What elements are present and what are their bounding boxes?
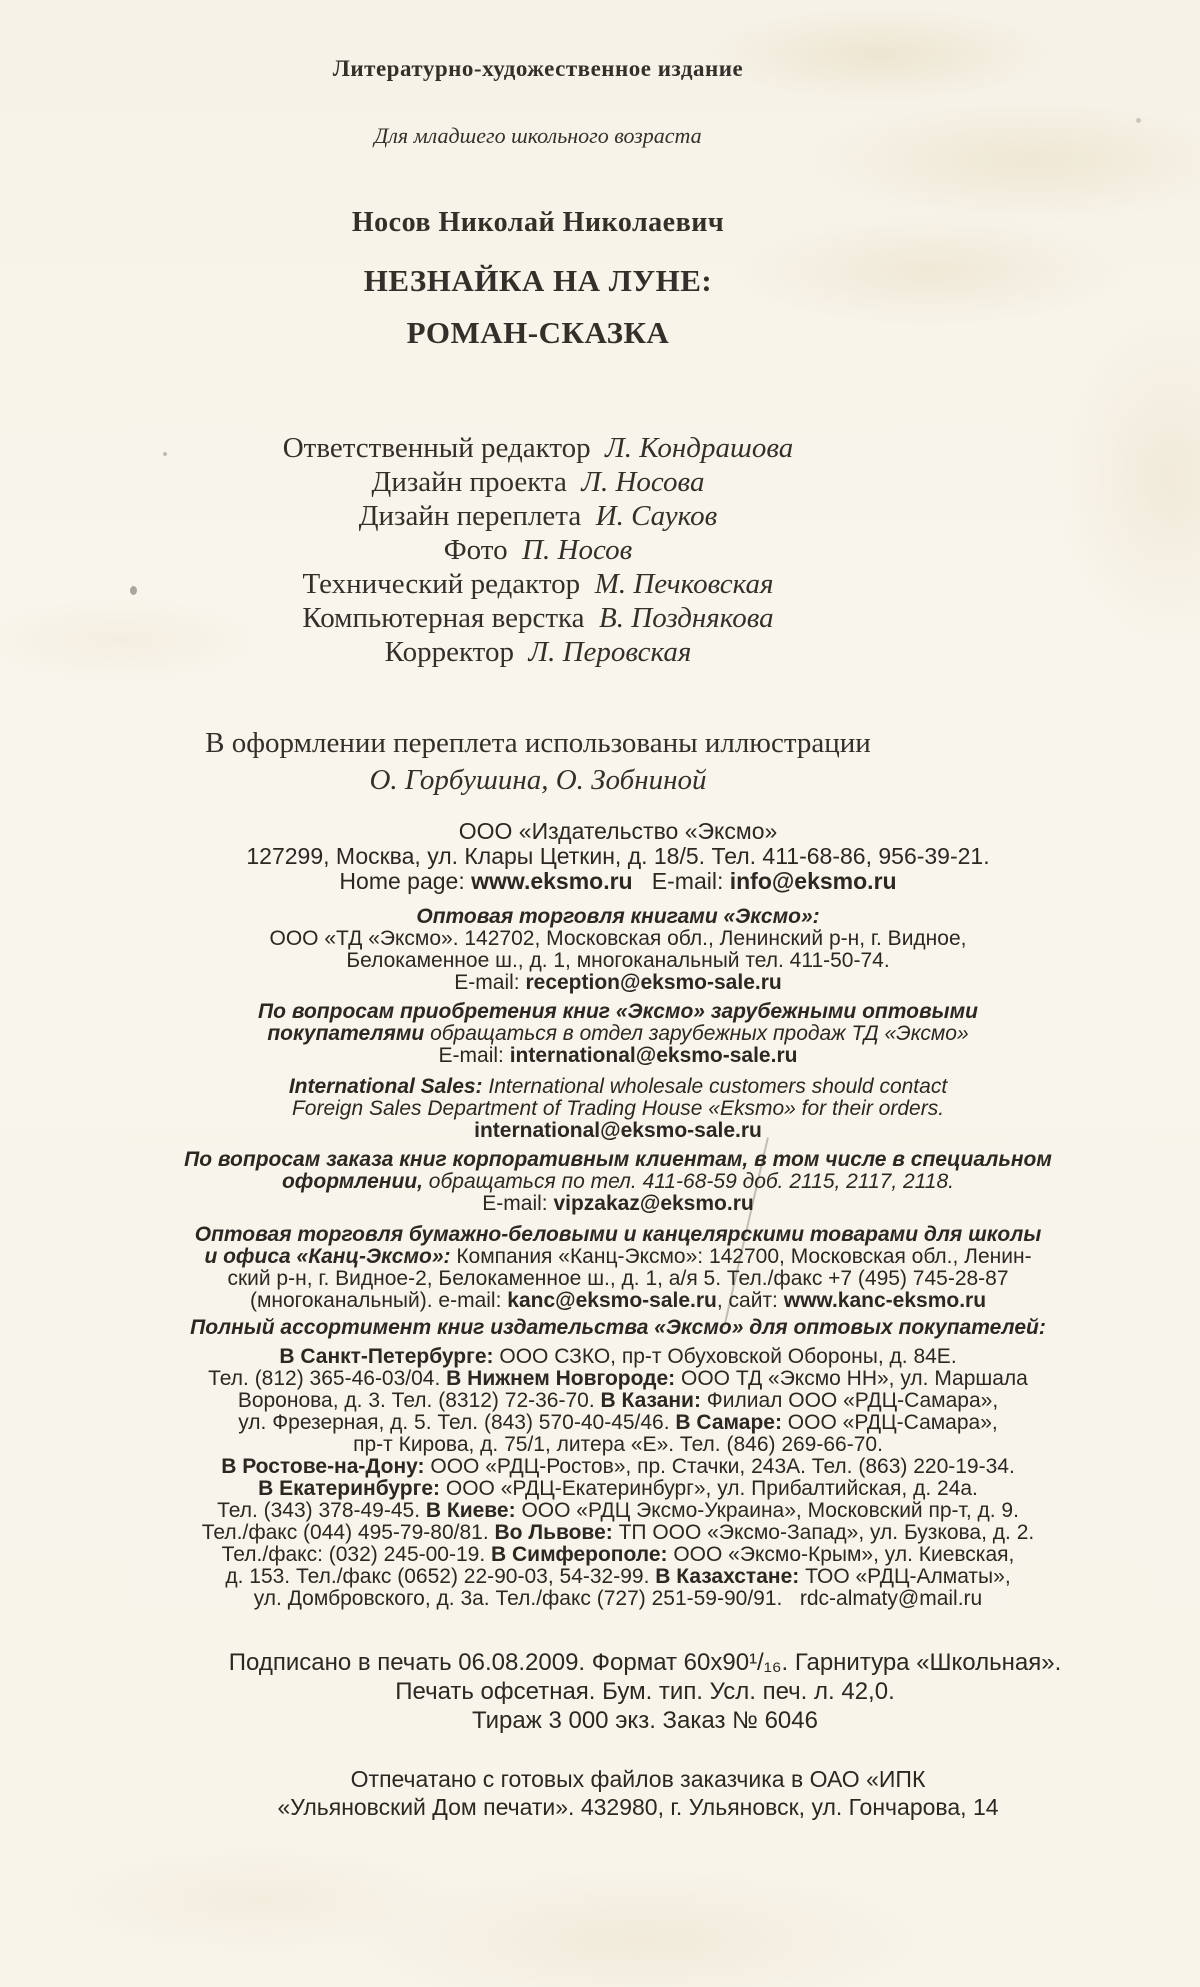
text-line [18,1193,1200,1215]
text-line [18,1412,1200,1434]
text-line [45,1677,1200,1706]
text-segment: Подписано в печать 06.08.2009. Формат 60х90¹/₁₆. Гарнитура «Школьная». [228,1649,1062,1676]
text-segment: Воронова, д. 3. Тел. (8312) 72-36-70. [237,1389,601,1412]
book-title-line1: НЕЗНАЙКА НА ЛУНЕ: [363,263,713,298]
text-segment: ООО ТД «Эксмо НН», ул. Маршала [681,1367,1028,1390]
text-segment: ООО «Эксмо-Крым», ул. Киевская, [673,1543,1015,1566]
text-segment: , сайт: [716,1289,784,1312]
text-segment: E-mail: [438,1044,510,1067]
credit-name: М. Печковская [594,568,774,600]
text-segment: kanc@eksmo-sale.ru [507,1289,717,1312]
text-segment: В Казани: [600,1389,707,1412]
credit-line [0,533,1138,567]
publisher-info-block [18,819,1200,1821]
text-segment: д. 153. Тел./факс (0652) 22-90-03, 54-32-99. [225,1565,656,1588]
corporate-orders-section [18,1149,1200,1215]
credit-role: Дизайн проекта [371,466,582,498]
author-name: Носов Николай Николаевич [351,207,725,238]
credit-line [0,499,1138,533]
edition-note: Литературно-художественное издание [332,56,744,81]
text-line [18,1500,1200,1522]
text-segment: ООО «РДЦ-Ростов», пр. Стачки, 243А. Тел. (863) 220-19-34. [430,1455,1015,1478]
book-title [0,255,1138,359]
text-line [18,972,1200,994]
credit-line [0,601,1138,635]
book-title-line2: РОМАН-СКАЗКА [406,315,670,350]
text-segment: www.eksmo.ru [471,868,633,894]
text-segment: Тираж 3 000 экз. Заказ № 6046 [472,1707,818,1734]
text-line [18,1390,1200,1412]
text-line [18,1566,1200,1588]
text-segment: www.kanc-eksmo.ru [783,1289,987,1312]
credit-line [0,465,1138,499]
age-note: Для младшего школьного возраста [374,123,702,148]
text-segment: Филиал ООО «РДЦ-Самара», [706,1389,999,1412]
credits-list [0,431,1138,669]
text-segment: ул. Фрезерная, д. 5. Тел. (843) 570-40-45/46. [238,1411,676,1434]
text-segment: покупателями [267,1022,431,1045]
credit-name: Л. Носова [581,466,705,498]
text-segment: ООО СЗКО, пр-т Обуховской Обороны, д. 84Е. [499,1345,957,1368]
text-line [18,1246,1200,1268]
text-segment: По вопросам заказа книг корпоративным клиентам, в том числе в специальном [184,1148,1052,1171]
text-segment: Тел. (343) 378-49-45. [217,1499,426,1522]
text-line [18,1544,1200,1566]
book-header-block [0,56,1138,799]
wholesale-section [18,906,1200,994]
text-segment: Компания «Канц-Эксмо»: 142700, Московская обл., Ленин- [456,1245,1032,1268]
credit-name: П. Носов [522,534,633,566]
credit-name: В. Позднякова [599,602,774,634]
text-line [18,1076,1200,1098]
text-segment: Белокаменное ш., д. 1, многоканальный тел. 411-50-74. [346,949,890,972]
text-line [18,1045,1200,1067]
text-segment: Отпечатано с готовых файлов заказчика в ОАО «ИПК [350,1766,926,1792]
text-line [18,1268,1200,1290]
text-segment: Полный ассортимент книг издательства «Эксмо» для оптовых покупателей: [190,1316,1046,1339]
credit-role: Технический редактор [302,568,595,600]
credit-name: Л. Кондрашова [605,432,794,464]
credit-role: Фото [443,534,523,566]
text-line [18,1434,1200,1456]
credit-line [0,635,1138,669]
text-line [45,1706,1200,1735]
text-segment: В Нижнем Новгороде: [446,1367,681,1390]
text-segment: В Самаре: [675,1411,788,1434]
text-segment: В Санкт-Петербурге: [279,1345,500,1368]
text-segment: E-mail: [632,868,730,894]
text-segment: E-mail: [454,971,526,994]
text-segment: ский р-н, г. Видное-2, Белокаменное ш., д. 1, а/я 5. Тел./факс +7 (495) 745-28-87 [227,1267,1009,1290]
text-line [18,1023,1200,1045]
text-segment: В Симферополе: [491,1543,674,1566]
text-segment: ООО «РДЦ-Екатеринбург», ул. Прибалтийская, д. 24а. [445,1477,978,1500]
credit-role: Корректор [384,636,529,668]
text-segment: (многоканальный). e-mail: [249,1289,508,1312]
text-segment: E-mail: [482,1192,554,1215]
text-segment: info@eksmo.ru [729,868,897,894]
text-line [18,819,1200,844]
text-line [18,1120,1200,1142]
text-segment: International wholesale customers should contact [488,1075,948,1098]
text-line [18,1317,1200,1339]
regional-offices-section [18,1346,1200,1610]
text-segment: 127299, Москва, ул. Клары Цеткин, д. 18/5. Тел. 411-68-86, 956-39-21. [246,843,990,869]
text-line [18,1171,1200,1193]
text-line [18,906,1200,928]
text-segment: пр-т Кирова, д. 75/1, литера «Е». Тел. (846) 269-66-70. [353,1433,883,1456]
text-segment: international@eksmo-sale.ru [474,1119,762,1142]
text-segment: В Екатеринбурге: [258,1477,446,1500]
credit-role: Ответственный редактор [282,432,606,464]
text-line [38,1765,1200,1793]
text-line [18,1456,1200,1478]
text-line [18,1001,1200,1023]
text-segment: ООО «РДЦ-Самара», [787,1411,998,1434]
text-line [18,928,1200,950]
print-imprint-section [45,1648,1200,1735]
text-segment: «Ульяновский Дом печати». 432980, г. Ульяновск, ул. Гончарова, 14 [277,1794,999,1820]
text-segment: reception@eksmo-sale.ru [525,971,782,994]
text-segment: Печать офсетная. Бум. тип. Усл. печ. л. 42,0. [395,1678,895,1705]
text-line [18,1098,1200,1120]
text-segment: В Ростове-на-Дону: [221,1455,431,1478]
text-segment: ООО «Издательство «Эксмо» [458,818,778,844]
credit-name: И. Сауков [595,500,718,532]
text-segment: ул. Домбровского, д. 3а. Тел./факс (727) 251-59-90/91. rdc-almaty@mail.ru [253,1587,983,1610]
text-line [45,1648,1200,1677]
illustrators-names: О. Горбушина, О. Зобниной [369,764,707,796]
text-line [18,1149,1200,1171]
text-segment: По вопросам приобретения книг «Эксмо» зарубежными оптовыми [258,1000,978,1023]
text-segment: vipzakaz@eksmo.ru [553,1192,754,1215]
full-range-heading [18,1317,1200,1339]
printing-house-section [38,1765,1200,1821]
text-segment: Оптовая торговля бумажно-беловыми и канцелярскими товарами для школы [194,1223,1042,1246]
text-line [18,1290,1200,1312]
text-line [38,1793,1200,1821]
text-segment: international@eksmo-sale.ru [509,1044,798,1067]
credit-line [0,431,1138,465]
text-segment: ООО «РДЦ Эксмо-Украина», Московский пр-т, д. 9. [521,1499,1019,1522]
text-segment: ТП ООО «Эксмо-Запад», ул. Бузкова, д. 2. [618,1521,1035,1544]
kanc-eksmo-section [18,1224,1200,1312]
text-segment: Тел. (812) 365-46-03/04. [208,1367,447,1390]
foreign-buyers-section [18,1001,1200,1067]
text-segment: Home page: [339,868,472,894]
text-segment: ТОО «РДЦ-Алматы», [805,1565,1011,1588]
text-segment: обращаться по тел. 411-68-59 доб. 2115, 2117, 2118. [428,1170,954,1193]
text-segment: Тел./факс (044) 495-79-80/81. [201,1521,495,1544]
text-segment: оформлении, [281,1170,429,1193]
text-line [18,1522,1200,1544]
text-segment: Тел./факс: (032) 245-00-19. [221,1543,492,1566]
illustration-note-line: В оформлении переплета использованы иллюстрации [205,727,871,759]
text-line [18,1346,1200,1368]
text-line [18,1478,1200,1500]
international-sales-section [18,1076,1200,1142]
text-line [18,1588,1200,1610]
text-segment: International Sales: [288,1075,489,1098]
illustration-note [0,725,1138,799]
text-segment: обращаться в отдел зарубежных продаж ТД «Эксмо» [430,1022,969,1045]
credit-role: Компьютерная верстка [302,602,600,634]
text-segment: Foreign Sales Department of Trading House «Eksmo» for their orders. [291,1097,945,1120]
text-line [18,844,1200,869]
text-line [18,1224,1200,1246]
text-line [18,1368,1200,1390]
text-line [18,869,1200,894]
text-line [18,950,1200,972]
text-segment: Во Львове: [494,1521,619,1544]
text-segment: ООО «ТД «Эксмо». 142702, Московская обл., Ленинский р-н, г. Видное, [269,927,967,950]
text-segment: Оптовая торговля книгами «Эксмо»: [416,905,820,928]
text-segment: В Киеве: [425,1499,522,1522]
credit-name: Л. Перовская [528,636,692,668]
publisher-address [18,819,1200,894]
text-segment: В Казахстане: [655,1565,806,1588]
credit-line [0,567,1138,601]
text-segment: и офиса «Канц-Эксмо»: [204,1245,457,1268]
credit-role: Дизайн переплета [358,500,596,532]
